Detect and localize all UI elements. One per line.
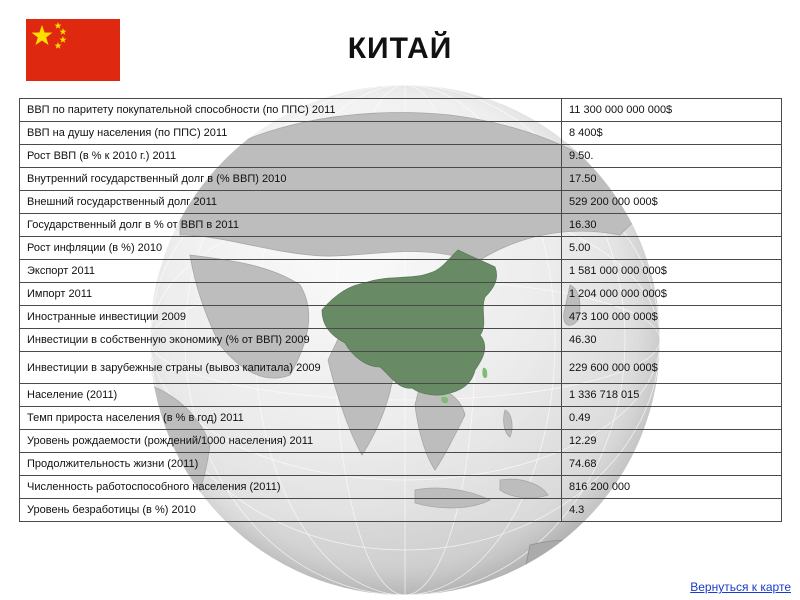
row-value: 74.68 [562,453,782,476]
table-row [20,499,782,522]
row-label: Импорт 2011 [20,283,562,306]
row-label: Численность работоспособного населения (2011) [20,476,562,499]
table-row [20,260,782,283]
row-value: 11 300 000 000 000$ [562,99,782,122]
row-value: 8 400$ [562,122,782,145]
back-to-map-link[interactable]: Вернуться к карте [690,580,791,594]
row-label: Инвестиции в зарубежные страны (вывоз капитала) 2009 [20,352,562,384]
row-label: ВВП по паритету покупательной способности (по ППС) 2011 [20,99,562,122]
table-row [20,352,782,384]
row-value: 17.50 [562,168,782,191]
row-value: 12.29 [562,430,782,453]
row-value: 9.50. [562,145,782,168]
continent-australia [520,540,660,595]
row-value: 46.30 [562,329,782,352]
table-row [20,453,782,476]
table-row [20,476,782,499]
row-value: 1 581 000 000 000$ [562,260,782,283]
row-label: Государственный долг в % от ВВП в 2011 [20,214,562,237]
table-row [20,306,782,329]
row-label: Внешний государственный долг 2011 [20,191,562,214]
row-label: Уровень безработицы (в %) 2010 [20,499,562,522]
table-row [20,283,782,306]
economy-stats-table [19,98,782,522]
table-row [20,430,782,453]
row-label: Внутренний государственный долг в (% ВВП) 2010 [20,168,562,191]
row-value: 4.3 [562,499,782,522]
table-row [20,407,782,430]
table-row [20,122,782,145]
row-label: Рост инфляции (в %) 2010 [20,237,562,260]
table-row [20,384,782,407]
table-row [20,99,782,122]
row-value: 529 200 000 000$ [562,191,782,214]
row-value: 816 200 000 [562,476,782,499]
row-value: 16.30 [562,214,782,237]
row-value: 1 204 000 000 000$ [562,283,782,306]
table-row [20,214,782,237]
table-row [20,329,782,352]
table-row [20,145,782,168]
row-label: Продолжительность жизни (2011) [20,453,562,476]
table-row [20,168,782,191]
page-title: КИТАЙ [347,32,453,65]
row-label: Население (2011) [20,384,562,407]
row-label: Иностранные инвестиции 2009 [20,306,562,329]
row-value: 5.00 [562,237,782,260]
row-value: 0.49 [562,407,782,430]
table-row [20,237,782,260]
row-label: Темп прироста населения (в % в год) 2011 [20,407,562,430]
row-value: 229 600 000 000$ [562,352,782,384]
row-label: Экспорт 2011 [20,260,562,283]
row-label: ВВП на душу населения (по ППС) 2011 [20,122,562,145]
row-label: Инвестиции в собственную экономику (% от ВВП) 2009 [20,329,562,352]
row-value: 473 100 000 000$ [562,306,782,329]
row-label: Уровень рождаемости (рождений/1000 населения) 2011 [20,430,562,453]
table-row [20,191,782,214]
row-label: Рост ВВП (в % к 2010 г.) 2011 [20,145,562,168]
row-value: 1 336 718 015 [562,384,782,407]
